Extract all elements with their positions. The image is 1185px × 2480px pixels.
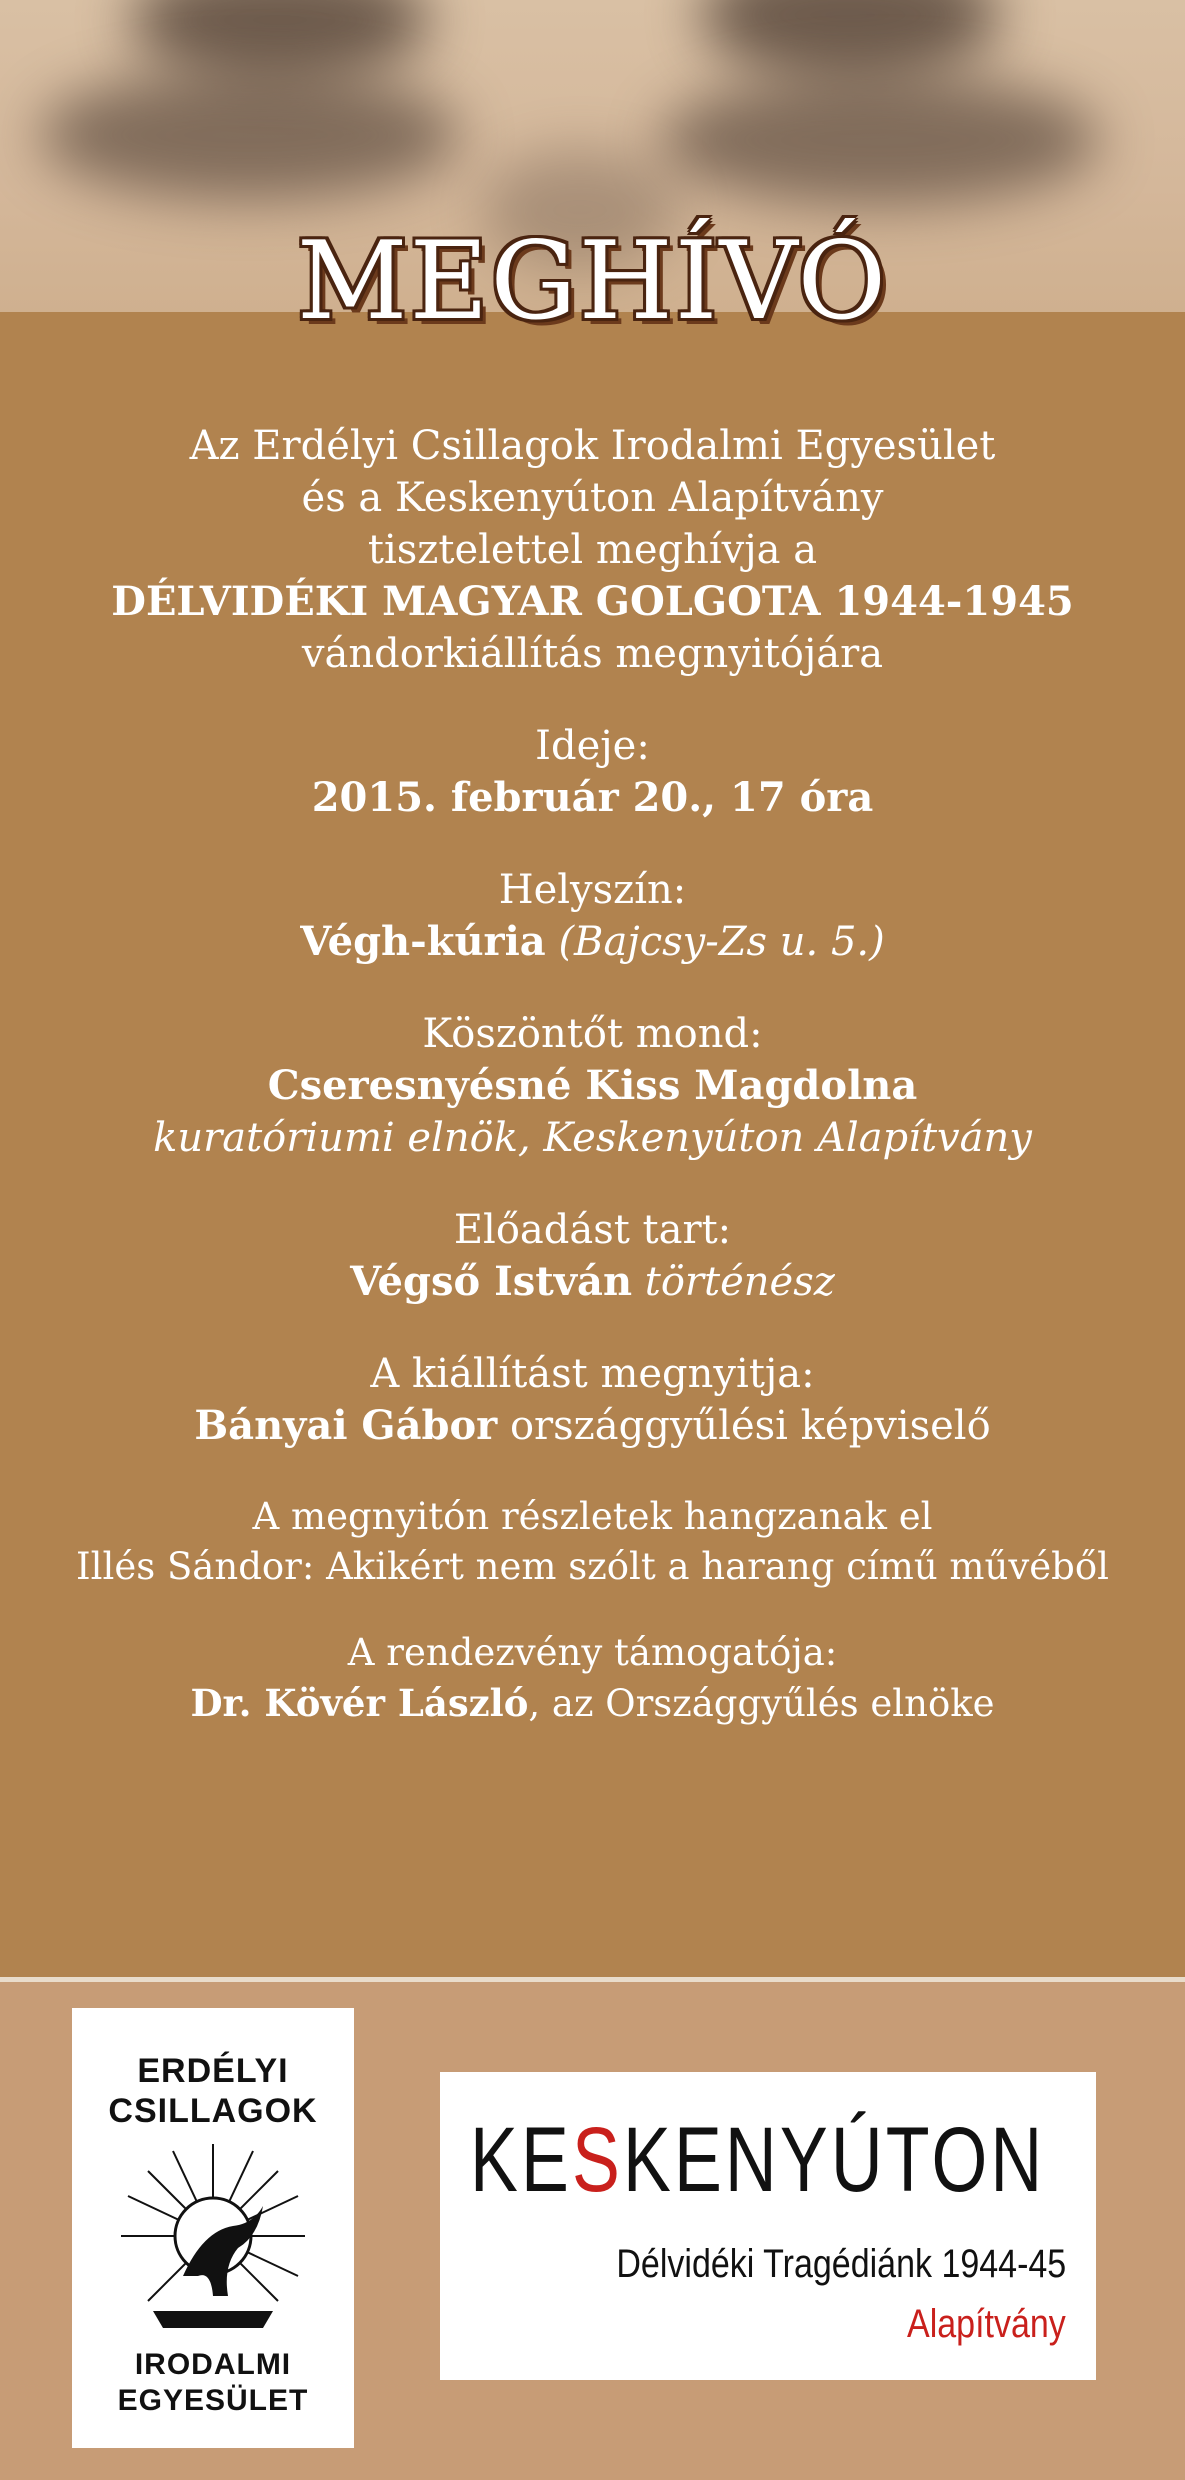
event-name: DÉLVIDÉKI MAGYAR GOLGOTA 1944-1945 [111,578,1074,625]
intro-line-2: és a Keskenyúton Alapítvány [301,475,884,521]
greeting-name: Cseresnyésné Kiss Magdolna [267,1062,918,1109]
page-title: MEGHÍVÓ [296,219,889,344]
erdelyi-logo-top-2: CSILLAGOK [108,2092,318,2130]
photo-shadow [130,0,430,80]
keskenyuton-subtitle: Délvidéki Tragédiánk 1944-45 [616,2242,1066,2286]
reading-line-2: Illés Sándor: Akikért nem szólt a harang című művéből [76,1545,1109,1588]
greeting-role: kuratóriumi elnök, Keskenyúton Alapítvány [153,1115,1032,1161]
photo-right-eye [660,75,1100,205]
sponsor-label: A rendezvény támogatója: [347,1631,838,1674]
intro-line-1: Az Erdélyi Csillagok Irodalmi Egyesület [189,423,996,469]
invitation-body [0,420,1185,1729]
opening-line [0,1400,1185,1452]
intro-line-3: tisztelettel meghívja a [367,527,818,573]
location-name: Végh-kúria [300,918,546,965]
erdelyi-logo-top-1: ERDÉLYI [137,2052,289,2090]
sponsor-name: Dr. Kövér László [190,1681,529,1725]
wordmark-suffix: KENYÚTON [622,2109,1046,2211]
lecture-label: Előadást tart: [453,1207,732,1253]
location-line [0,916,1185,968]
opening-label: A kiállítást megnyitja: [370,1351,815,1397]
photo-shadow [700,0,1000,80]
location-label: Helyszín: [498,867,687,913]
time-value: 2015. február 20., 17 óra [311,774,874,821]
erdelyi-logo-bottom-2: EGYESÜLET [117,2384,309,2417]
reading-line-1: A megnyitón részletek hangzanak el [252,1495,933,1538]
location-address: (Bajcsy-Zs u. 5.) [558,919,885,965]
erdelyi-logo-bottom-1: IRODALMI [134,2348,292,2381]
time-label: Ideje: [535,723,650,769]
keskenyuton-logo [440,2072,1096,2380]
opening-name: Bányai Gábor [194,1402,498,1449]
lecture-line [0,1256,1185,1308]
sponsor-line [0,1678,1185,1729]
intro-line-5: vándorkiállítás megnyitójára [301,631,884,677]
lecture-role: történész [644,1259,835,1305]
keskenyuton-foundation: Alapítvány [907,2302,1066,2346]
sponsor-role: , az Országgyűlés elnöke [528,1682,995,1725]
greeting-label: Köszöntőt mond: [422,1011,763,1057]
opening-role: országgyűlési képviselő [509,1403,991,1449]
star-pegasus-icon [113,2136,313,2336]
photo-left-eye [40,70,460,200]
wordmark-prefix: KE [470,2109,572,2211]
keskenyuton-wordmark [470,2108,1046,2213]
wordmark-accent-s: S [571,2109,623,2211]
lecture-name: Végső István [350,1258,633,1305]
erdelyi-csillagok-logo [72,2008,354,2448]
